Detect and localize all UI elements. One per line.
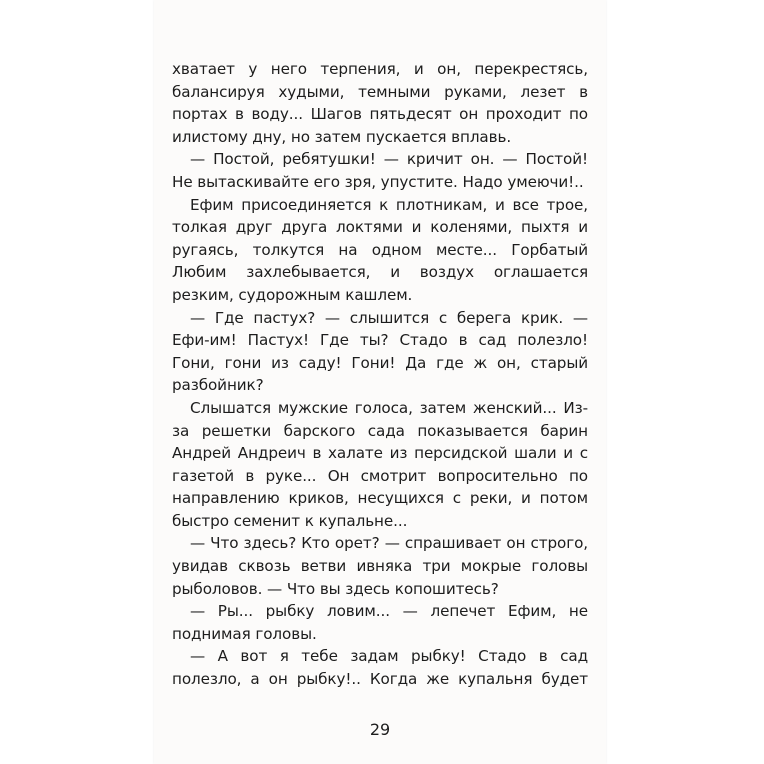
paragraph-5: Слышатся мужские голоса, затем женский... Из-за решетки барского сада показывается барин Андрей Андреич в халате из персидской шали и с газетой в руке... Он смотрит вопросительно по направлению криков, несущихся с реки, и потом быстро семенит к купальне...: [172, 398, 588, 530]
paragraph-6: — Что здесь? Кто орет? — спрашивает он строго, увидав сквозь ветви ивняка три мокрые головы рыболовов. — Что вы здесь копошитесь?: [172, 534, 588, 598]
book-page: [154, 0, 606, 764]
page-number: 29: [369, 720, 391, 739]
paragraph-1: хватает у него терпения, и он, перекрестясь, балансируя худыми, темными руками, лезет в портах в воду... Шагов пятьдесят он проходит по илистому дну, но затем пускается вплавь.: [172, 60, 588, 146]
page-text: [172, 58, 588, 691]
paragraph-8: — А вот я тебе задам рыбку! Стадо в сад полезло, а он рыбку!.. Когда же купальня будет: [172, 647, 588, 689]
paragraph-2: — Постой, ребятушки! — кричит он. — Постой! Не вытаскивайте его зря, упустите. Надо умеючи!..: [172, 150, 588, 191]
paragraph-3: Ефим присоединяется к плотникам, и все трое, толкая друг друга локтями и коленями, пыхтя и ругаясь, толкутся на одном месте... Горбатый Любим захлебывается, и воздух оглашается резким, судорожным кашлем.: [172, 195, 588, 304]
paragraph-4: — Где пастух? — слышится с берега крик. — Ефи-им! Пастух! Где ты? Стадо в сад полезло! Гони, гони из саду! Гони! Да где ж он, старый разбойник?: [172, 308, 588, 395]
paragraph-7: — Ры... рыбку ловим... — лепечет Ефим, не поднимая головы.: [172, 602, 588, 643]
